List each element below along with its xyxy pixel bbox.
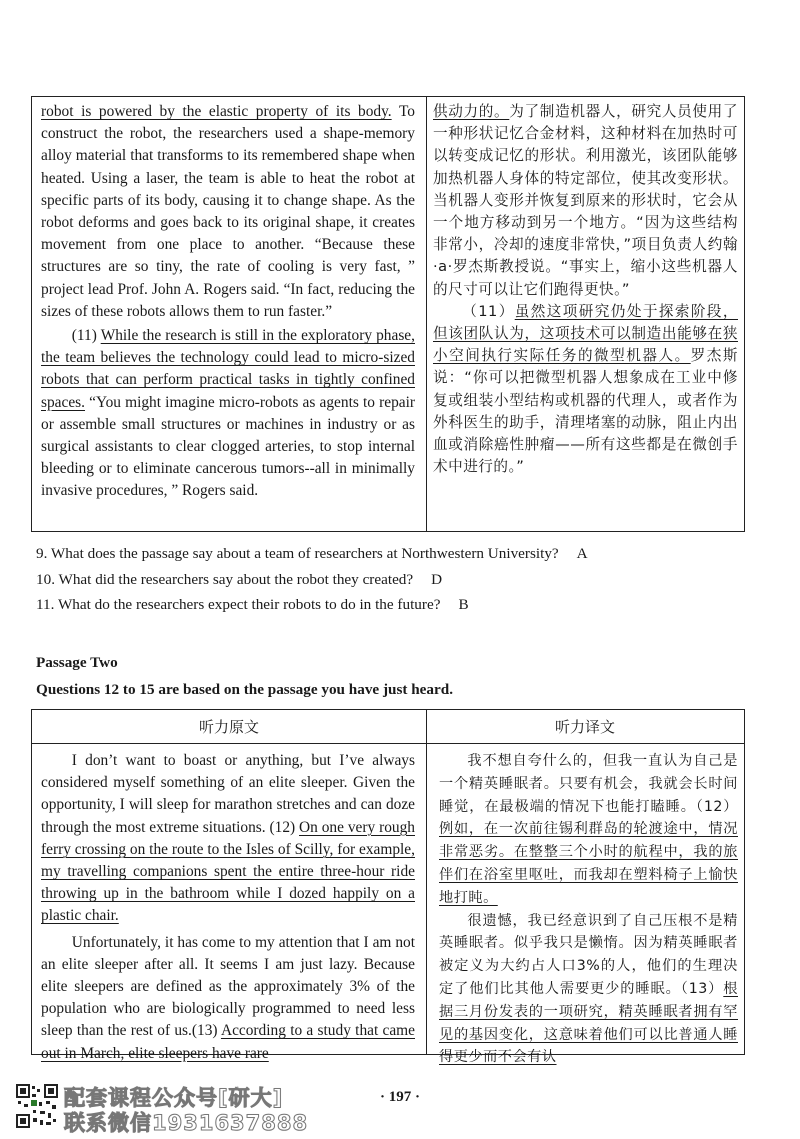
underlined-sentence: While the research is still in the exploratory phase, the team believes the technology could lead to micro-sized robots that can perform practical tasks in tightly confined spaces. xyxy=(41,327,415,411)
underlined-sentence: robot is powered by the elastic property of its body. xyxy=(41,103,392,120)
answer-label: D xyxy=(431,571,443,588)
english-column: robot is powered by the elastic property of its body. To construct the robot, the researchers used a shape-memory alloy material that transforms to its remembered shape when heated. Using a laser, the team is able to heat the robot at specific parts of its body, causing it to change shape. As the robot deforms and goes back to its original shape, it creates movement from one place to another. “Because these structures are so tiny, the rate of cooling is very fast, ” project lead Prof. John A. Rogers said. “In fact, reducing the sizes of these robots allows them to run faster.” (11) While the research is still in the exploratory phase, the team believes the technology could lead to micro-sized robots that can perform practical tasks in tightly confined spaces. “You might imagine micro-robots as agents to repair or assemble small structures or machines in industry or as surgical assistants to clear clogged arteries, to stop internal bleeding or to eliminate cancerous tumors--all in minimally invasive procedures, ” Rogers said. xyxy=(41,103,415,500)
question-item: 11. What do the researchers expect their robots to do in the future? B xyxy=(36,596,469,613)
page-number: · 197 · xyxy=(379,1089,420,1105)
watermark-line-1: 配套课程公众号[研大] xyxy=(64,1086,284,1110)
question-item: 10. What did the researchers say about the robot they created? D xyxy=(36,571,443,588)
table-header-row xyxy=(32,710,744,744)
column-divider xyxy=(426,97,427,531)
qr-code-icon xyxy=(16,1084,58,1128)
answer-label: B xyxy=(458,596,469,613)
underlined-sentence: 例如，在一次前往锡利群岛的轮渡途中，情况非常恶劣。在整整三个小时的航程中，我的旅伴们在浴室里呕吐，而我却在塑料椅子上愉快地打盹。 xyxy=(439,821,738,906)
chinese-column: 供动力的。为了制造机器人，研究人员使用了一种形状记忆合金材料，这种材料在加热时可以转变成记忆的形状。利用激光，该团队能够加热机器人身体的特定部位，使其改变形状。当机器人变形并恢复到原来的形状时，它会从一个地方移动到另一个地方。“因为这些结构非常小，冷却的速度非常快，”项目负责人约翰·a·罗杰斯教授说。“事实上，缩小这些机器人的尺寸可以让它们跑得更快。” （11）虽然这项研究仍处于探索阶段，但该团队认为，这项技术可以制造出能够在狭小空间执行实际任务的微型机器人。罗杰斯说：“你可以把微型机器人想象成在工业中修复或组装小型结构或机器的代理人，或者作为外科医生的助手，清理堵塞的动脉，阻止内出血或消除癌性肿瘤——所有这些都是在微创手术中进行的。” xyxy=(433,103,738,476)
translation-table-2 xyxy=(31,709,745,1066)
underlined-sentence: 虽然这项研究仍处于探索阶段，但该团队认为，这项技术可以制造出能够在狭小空间执行实际任务的微型机器人。 xyxy=(433,302,738,365)
column-divider xyxy=(426,710,427,1054)
passage-instruction: Questions 12 to 15 are based on the passage you have just heard. xyxy=(36,681,453,698)
underlined-sentence: According to a study that came out in March, elite sleepers have rare xyxy=(41,1022,415,1062)
underlined-sentence: On one very rough ferry crossing on the route to the Isles of Scilly, for example, my travelling companions spent the entire three-hour ride throwing up in the bathroom while I dozed happily on a plastic chair. xyxy=(41,818,415,925)
underlined-sentence: 根据三月份发表的一项研究，精英睡眠者拥有罕见的基因变化，这意味着他们可以比普通人睡得更少而不会有认 xyxy=(439,980,738,1066)
passage-title: Passage Two xyxy=(36,654,118,671)
chinese-column: 我不想自夸什么的，但我一直认为自己是一个精英睡眠者。只要有机会，我就会长时间睡觉，在最极端的情况下也能打瞌睡。（12）例如，在一次前往锡利群岛的轮渡途中，情况非常恶劣。在整整三个小时的航程中，我的旅伴们在浴室里呕吐，而我却在塑料椅子上愉快地打盹。 很遗憾，我已经意识到了自己压根不是精英睡眠者。似乎我只是懒惰。因为精英睡眠者被定义为大约占人口3%的人，他们的生理决定了他们比其他人需要更少的睡眠。（13）根据三月份发表的一项研究，精英睡眠者拥有罕见的基因变化，这意味着他们可以比普通人睡得更少而不会有认 xyxy=(439,753,738,1066)
watermark-line-2: 联系微信1931637888 xyxy=(64,1111,309,1135)
underlined-sentence: 供动力的。 xyxy=(433,103,510,120)
english-column: I don’t want to boast or anything, but I’ve always considered myself something of an elite sleeper. Given the opportunity, I will sleep for marathon stretches and can doze through the most extreme situations. (12) On one very rough ferry crossing on the route to the Isles of Scilly, for example, my travelling companions spent the entire three-hour ride throwing up in the bathroom while I dozed happily on a plastic chair. Unfortunately, it has come to my attention that I am not an elite sleeper after all. It seems I am just lazy. Because elite sleepers are defined as the approximately 3% of the population who are biologically programmed to need less sleep than the rest of us.(13) According to a study that came out in March, elite sleepers have rare xyxy=(41,752,415,1062)
question-item: 9. What does the passage say about a team of researchers at Northwestern University? A xyxy=(36,545,588,562)
answer-label: A xyxy=(576,545,588,562)
translation-table-1 xyxy=(31,96,745,532)
header-translation: 听力译文 xyxy=(554,718,615,736)
header-original: 听力原文 xyxy=(198,718,259,736)
